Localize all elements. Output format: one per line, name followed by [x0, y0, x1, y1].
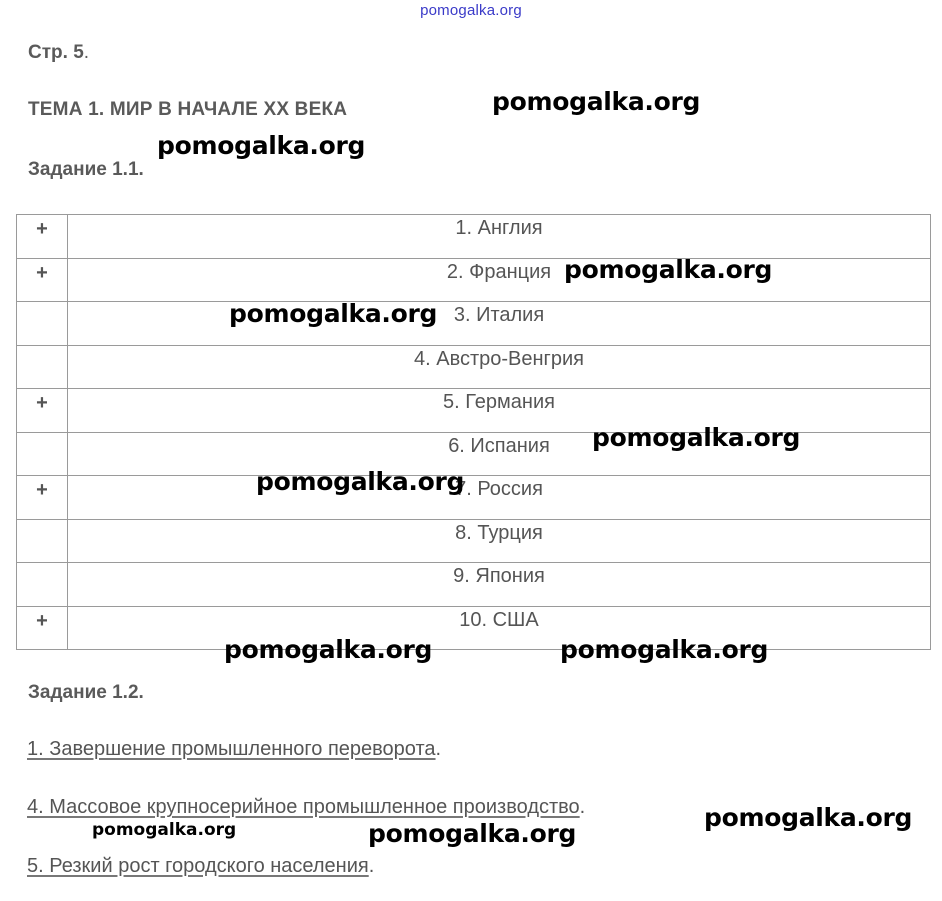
- watermark: pomogalka.org: [92, 820, 237, 840]
- row-mark: [17, 519, 68, 563]
- row-mark: [17, 563, 68, 607]
- watermark: pomogalka.org: [368, 819, 577, 848]
- answer-item: [27, 855, 374, 878]
- topic-title: ТЕМА 1. МИР В НАЧАЛЕ XX ВЕКА: [28, 99, 348, 120]
- answer-item: [27, 796, 585, 819]
- table-row: [17, 258, 931, 302]
- row-mark: +: [17, 389, 68, 433]
- watermark: pomogalka.org: [704, 803, 913, 832]
- task-1-2-title: Задание 1.2.: [28, 682, 144, 703]
- row-mark: [17, 302, 68, 346]
- country-cell: 4. Австро-Венгрия: [68, 345, 931, 389]
- country-cell: 6. Испания: [68, 432, 931, 476]
- watermark: pomogalka.org: [564, 255, 773, 284]
- row-mark: +: [17, 476, 68, 520]
- row-mark: [17, 345, 68, 389]
- answer-text: 5. Резкий рост городского населения: [27, 855, 369, 877]
- page-label: Стр. 5: [28, 42, 84, 63]
- answer-item: [27, 738, 441, 761]
- row-mark: [17, 432, 68, 476]
- table-row: [17, 345, 931, 389]
- task-1-1-title: Задание 1.1.: [28, 159, 144, 180]
- table-row: [17, 302, 931, 346]
- page-dot: .: [83, 42, 90, 63]
- page-number: [28, 42, 89, 64]
- answer-end: .: [435, 738, 442, 760]
- table-row: [17, 215, 931, 259]
- country-cell: 2. Франция: [68, 258, 931, 302]
- country-cell: 3. Италия: [68, 302, 931, 346]
- country-cell: 7. Россия: [68, 476, 931, 520]
- answer-end: .: [368, 855, 375, 877]
- country-cell: 5. Германия: [68, 389, 931, 433]
- row-mark: +: [17, 606, 68, 650]
- watermark: pomogalka.org: [256, 467, 465, 496]
- table-row: [17, 519, 931, 563]
- watermark: pomogalka.org: [229, 299, 438, 328]
- watermark: pomogalka.org: [224, 635, 433, 664]
- table-row: [17, 563, 931, 607]
- watermark: pomogalka.org: [157, 131, 366, 160]
- table-row: [17, 476, 931, 520]
- watermark: pomogalka.org: [492, 87, 701, 116]
- watermark: pomogalka.org: [560, 635, 769, 664]
- country-cell: 1. Англия: [68, 215, 931, 259]
- answer-text: 1. Завершение промышленного переворота: [27, 738, 436, 760]
- row-mark: +: [17, 258, 68, 302]
- watermark: pomogalka.org: [592, 423, 801, 452]
- country-cell: 8. Турция: [68, 519, 931, 563]
- row-mark: +: [17, 215, 68, 259]
- top-watermark: pomogalka.org: [420, 2, 522, 19]
- answer-text: 4. Массовое крупносерийное промышленное производство: [27, 796, 580, 818]
- answer-end: .: [579, 796, 586, 818]
- country-cell: 9. Япония: [68, 563, 931, 607]
- country-cell: 10. США: [68, 606, 931, 650]
- table-row: [17, 606, 931, 650]
